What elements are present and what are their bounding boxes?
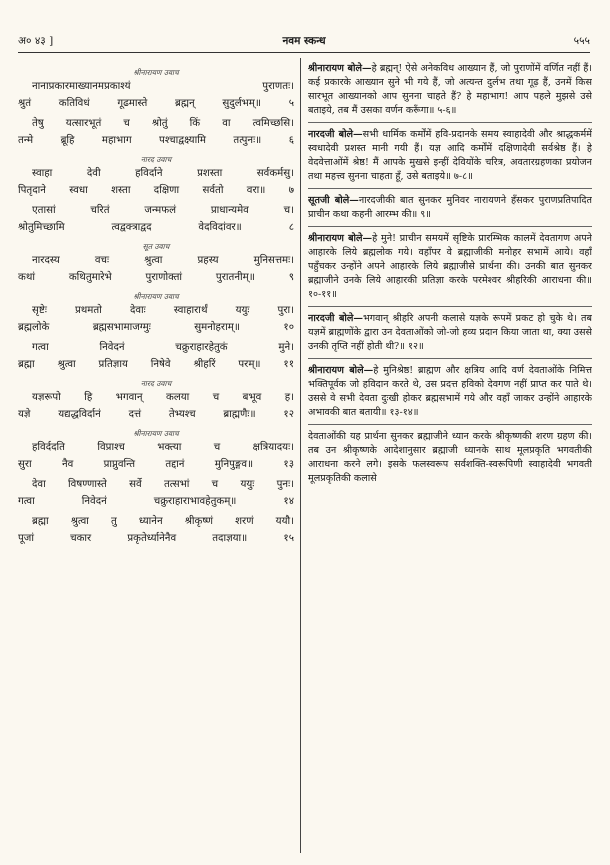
- speaker-heading: श्रीनारायण उवाच: [133, 429, 179, 438]
- speaker-name: श्रीनारायण बोले—: [308, 233, 373, 244]
- verse-line: ब्रह्मा श्रुत्वा प्रतिज्ञाय निषेवे श्रीहरिं परम्॥ ११: [18, 359, 294, 370]
- speaker-heading: सूत उवाच: [142, 242, 170, 251]
- page-number: ५५५: [573, 35, 590, 47]
- speaker-heading: नारद उवाच: [140, 379, 172, 388]
- sanskrit-verse: [18, 115, 294, 149]
- paragraph-text: हे मुने! प्राचीन समयमें सृष्टिके प्रारम्भिक कालमें देवतागण अपने आहारके लिये ब्रह्मलोक गये। वहाँपर वे ब्रह्माजीकी मनोहर सभामें आये। वहाँ पहुँचकर उन्होंने अपने आहारके लिये ब्रह्माजीसे प्रार्थना की। उनकी बात सुनकर ब्रह्माजीने उनके लिये आहारकी प्रतिज्ञा करके परमेश्वर श्रीहरिकी आराधना की॥ १०-११॥: [308, 233, 592, 300]
- paragraph-text: हे ब्रह्मन्! ऐसे अनेकविध आख्यान हैं, जो पुराणोंमें वर्णित नहीं हैं। कई प्रकारके आख्यान सुने भी गये हैं, जो अत्यन्त दुर्लभ तथा गूढ़ हैं, उनमें किस सारभूत आख्यानको आप सुनना चाहते हैं? हे महाभाग! आप पहले मुझसे उसे बताइये, तब मैं उसका वर्णन करूँगा॥ ५-६॥: [308, 63, 592, 116]
- verse-line: तन्मे ब्रूहि महाभाग पश्चाद्वक्ष्यामि तत्पुनः॥ ६: [18, 135, 294, 146]
- verse-line: कथां कथितुमारेभे पुराणोक्तां पुरातनीम्॥ ९: [18, 272, 294, 283]
- paragraph-text: देवताओंकी यह प्रार्थना सुनकर ब्रह्माजीने ध्यान करके श्रीकृष्णकी शरण ग्रहण की। तब उन श्रीकृष्णके आदेशानुसार ब्रह्माजी ध्यानके साथ मूलप्रकृति भगवतीकी आराधना करने लगे। इसके फलस्वरूप सर्वशक्ति-स्वरूपिणी स्वाहादेवी भगवती मूलप्रकृतिकी कलासे: [308, 431, 592, 484]
- speaker-name: सूतजी बोले—: [308, 195, 359, 206]
- paragraph-text: नारदजीकी बात सुनकर मुनिवर नारायणने हँसकर पुराणप्रतिपादित प्राचीन कथा कहनी आरम्भ की॥ ९॥: [308, 195, 592, 220]
- sanskrit-verse: [18, 476, 294, 510]
- speaker-heading: श्रीनारायण उवाच: [133, 68, 179, 77]
- verse-line: गत्वा निवेदनं चक्रुराहारहेतुकं मुने।: [32, 342, 294, 353]
- verse-line: एतासां चरितं जन्मफलं प्राधान्यमेव च।: [32, 205, 294, 216]
- speaker-name: नारदजी बोले—: [308, 313, 364, 324]
- book-section-title: नवम स्कन्ध: [282, 35, 326, 47]
- paragraph-divider: [308, 424, 592, 425]
- verse-line: श्रोतुमिच्छामि त्वद्वक्त्राद्वद वेदविदांवर॥ ८: [18, 222, 294, 233]
- translation-paragraph: [308, 194, 592, 222]
- sanskrit-verse: [18, 439, 294, 473]
- sanskrit-verse: [18, 302, 294, 336]
- chapter-reference: अ० ४३ ]: [18, 35, 54, 47]
- paragraph-text: सभी धार्मिक कर्मोंमें हवि-प्रदानके समय स्वाहादेवी और श्राद्धकर्ममें स्वधादेवी प्रशस्त मानी गयी हैं। यज्ञ आदि कर्मोंमें दक्षिणादेवी सर्वश्रेष्ठ हैं। हे वेदवेत्ताओंमें श्रेष्ठ! मैं आपके मुखसे इन्हीं देवियोंके चरित्र, अवतारग्रहणका प्रयोजन तथा महत्त्व सुनना चाहता हूँ, उसे बताइये॥ ७-८॥: [308, 129, 592, 182]
- speaker-name: नारदजी बोले—: [308, 129, 363, 140]
- speaker-heading: नारद उवाच: [140, 155, 172, 164]
- sanskrit-verse: [18, 389, 294, 423]
- verse-line: सुरा नैव प्राप्नुवन्ति तद्दानं मुनिपुङ्गव॥ १३: [18, 459, 294, 470]
- sanskrit-verse: [18, 252, 294, 286]
- verse-line: यज्ञरूपो हि भगवान् कलया च बभूव ह।: [32, 392, 294, 403]
- speaker-name: श्रीनारायण बोले—: [308, 365, 374, 376]
- verse-line: गत्वा निवेदनं चक्रुराहाराभावहेतुकम्॥ १४: [18, 496, 294, 507]
- verse-line: यज्ञे यद्यद्धविर्दानं दत्तं तेभ्यश्च ब्राह्मणैः॥ १२: [18, 409, 294, 420]
- verse-line: ब्रह्मलोके ब्रह्मसभामाजग्मुः सुमनोहराम्॥ १०: [18, 322, 294, 333]
- paragraph-divider: [308, 306, 592, 307]
- translation-paragraph: [308, 62, 592, 118]
- verse-line: सृष्टेः प्रथमतो देवाः स्वाहारार्थं ययुः पुरा।: [32, 305, 294, 316]
- sanskrit-verse-column: [18, 62, 294, 852]
- paragraph-divider: [308, 358, 592, 359]
- verse-line: देवा विषण्णास्ते सर्वे तत्सभां च ययुः पुनः।: [32, 479, 294, 490]
- sanskrit-verse: [18, 513, 294, 547]
- verse-line: स्वाहा देवी हविर्दाने प्रशस्ता सर्वकर्मसु।: [32, 168, 294, 179]
- verse-line: नानाप्रकारमाख्यानमप्रकाश्यं पुराणतः।: [32, 81, 294, 92]
- hindi-translation-column: [308, 62, 592, 852]
- paragraph-text: भगवान् श्रीहरि अपनी कलासे यज्ञके रूपमें प्रकट हो चुके थे। तब यज्ञमें ब्राह्मणोंके द्वारा उन देवताओंको जो-जो हव्य प्रदान किया जाता था, क्या उससे उनकी तृप्ति नहीं होती थी?॥ १२॥: [308, 313, 592, 352]
- page-header: [18, 34, 590, 53]
- verse-line: नारदस्य वचः श्रुत्वा प्रहस्य मुनिसत्तमः।: [32, 255, 294, 266]
- sanskrit-verse: [18, 202, 294, 236]
- paragraph-divider: [308, 122, 592, 123]
- translation-paragraph: [308, 232, 592, 302]
- paragraph-divider: [308, 188, 592, 189]
- sanskrit-verse: [18, 339, 294, 373]
- column-divider: [300, 58, 301, 853]
- translation-paragraph: [308, 364, 592, 420]
- sanskrit-verse: [18, 165, 294, 199]
- paragraph-divider: [308, 226, 592, 227]
- paragraph-text: हे मुनिश्रेष्ठ! ब्राह्मण और क्षत्रिय आदि वर्ण देवताओंके निमित्त भक्तिपूर्वक जो हविदान करते थे, उस प्रदत्त हविको देवगण नहीं प्राप्त कर पाते थे। उससे वे सभी देवता दुःखी होकर ब्रह्मसभामें गये और वहाँ जाकर उन्होंने आहारके अभावकी बात बतायी॥ १३-१४॥: [308, 365, 592, 418]
- verse-line: ब्रह्मा श्रुत्वा तु ध्यानेन श्रीकृष्णं शरणं ययौ।: [32, 516, 294, 527]
- translation-paragraph: [308, 312, 592, 354]
- sanskrit-verse: [18, 78, 294, 112]
- translation-paragraph: [308, 430, 592, 486]
- verse-line: श्रुतं कतिविधं गूढमास्ते ब्रह्मन् सुदुर्लभम्॥ ५: [18, 98, 294, 109]
- verse-line: तेषु यत्सारभूतं च श्रोतुं किं वा त्वमिच्छसि।: [32, 118, 294, 129]
- translation-paragraph: [308, 128, 592, 184]
- speaker-name: श्रीनारायण बोले—: [308, 63, 372, 74]
- verse-line: हविर्ददति विप्राश्च भक्त्या च क्षत्रियादयः।: [32, 442, 294, 453]
- verse-line: पितृदाने स्वधा शस्ता दक्षिणा सर्वतो वरा॥ ७: [18, 185, 294, 196]
- verse-line: पूजां चकार प्रकृतेर्ध्यानेनैव तदाज्ञया॥ १५: [18, 533, 294, 544]
- speaker-heading: श्रीनारायण उवाच: [133, 292, 179, 301]
